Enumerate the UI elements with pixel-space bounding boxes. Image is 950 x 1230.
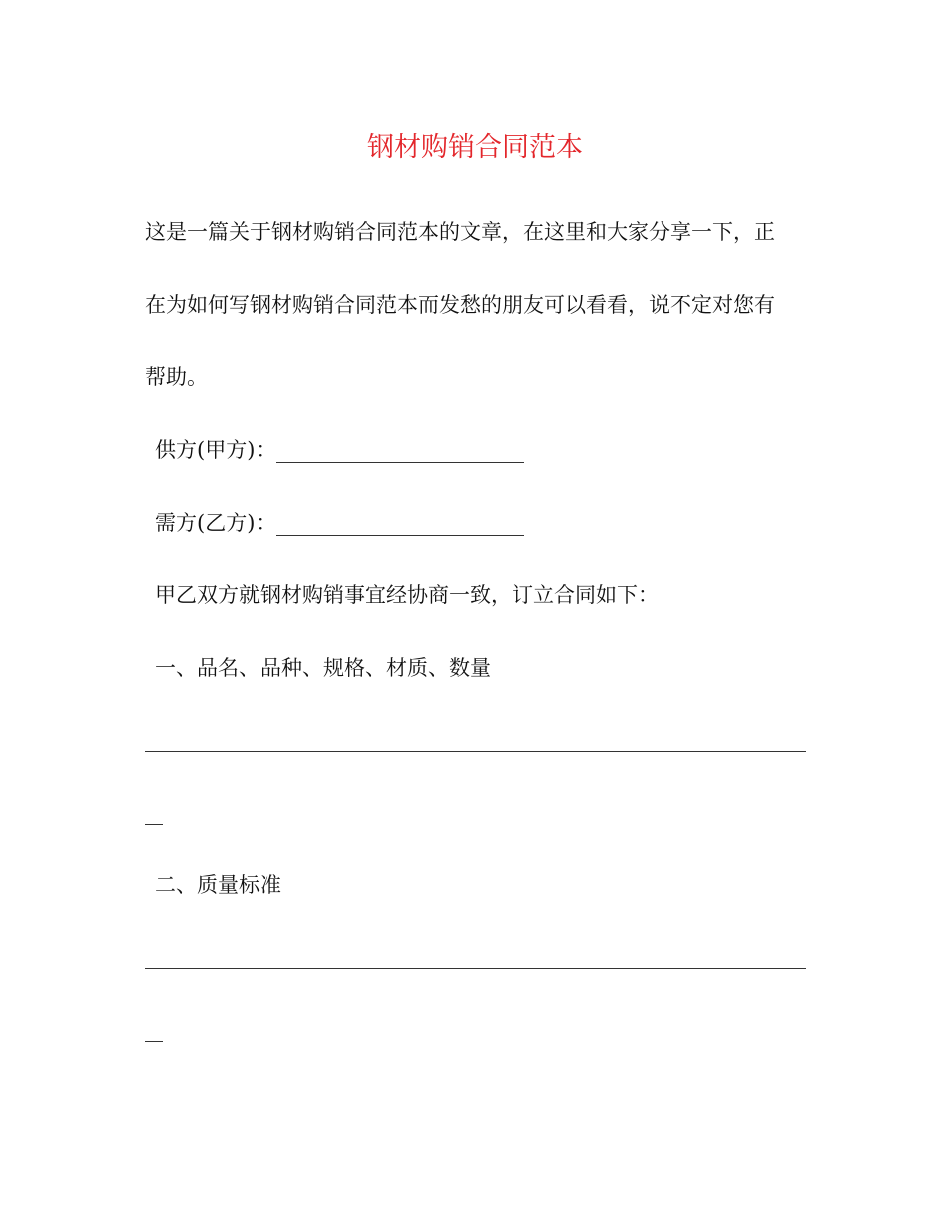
document-title: 钢材购销合同范本 bbox=[367, 132, 583, 163]
buyer-blank bbox=[276, 535, 524, 536]
section-heading-2: 二、质量标准 bbox=[155, 873, 281, 897]
section-1-fill-stub bbox=[145, 824, 163, 825]
agreement-statement: 甲乙双方就钢材购销事宜经协商一致，订立合同如下： bbox=[155, 583, 659, 607]
section-2-fill-stub bbox=[145, 1041, 163, 1042]
intro-line-1: 这是一篇关于钢材购销合同范本的文章，在这里和大家分享一下，正 bbox=[145, 220, 775, 244]
supplier-blank bbox=[276, 462, 524, 463]
buyer-label: 需方(乙方)： bbox=[155, 511, 277, 535]
buyer-field bbox=[155, 508, 524, 538]
intro-line-3: 帮助。 bbox=[145, 365, 208, 389]
section-1-fill-line bbox=[145, 751, 806, 752]
section-heading-1: 一、品名、品种、规格、材质、数量 bbox=[155, 656, 491, 680]
supplier-field bbox=[155, 435, 524, 465]
intro-line-2: 在为如何写钢材购销合同范本而发愁的朋友可以看看，说不定对您有 bbox=[145, 293, 775, 317]
supplier-label: 供方(甲方)： bbox=[155, 438, 277, 462]
section-2-fill-line bbox=[145, 968, 806, 969]
